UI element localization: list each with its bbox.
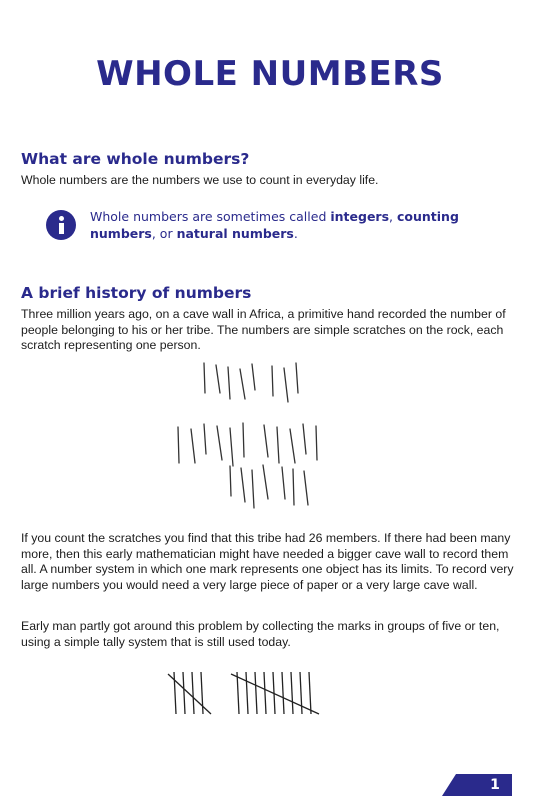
scratch-mark bbox=[217, 426, 222, 460]
page-number: 1 bbox=[490, 777, 500, 793]
tally-mark bbox=[282, 672, 284, 714]
scratch-mark bbox=[316, 426, 317, 460]
scratch-mark bbox=[178, 427, 179, 463]
history-paragraph-3: Early man partly got around this problem by collecting the marks in groups of five or ten, using a simple tally system that is still used today. bbox=[21, 619, 500, 649]
scratch-mark bbox=[241, 468, 245, 502]
tally-mark bbox=[183, 672, 185, 714]
section-heading-whole-numbers: What are whole numbers? bbox=[21, 150, 250, 168]
tally-mark bbox=[192, 672, 194, 714]
scratch-mark bbox=[263, 465, 268, 499]
tally-group bbox=[168, 672, 211, 714]
tally-mark bbox=[309, 672, 311, 714]
scratch-mark bbox=[277, 427, 279, 463]
info-icon bbox=[46, 210, 76, 240]
scratch-mark bbox=[204, 363, 205, 393]
tally-mark bbox=[246, 672, 248, 714]
section-text-whole-numbers: Whole numbers are the numbers we use to count in everyday life. bbox=[21, 173, 379, 187]
tally-mark bbox=[174, 672, 176, 714]
scratch-mark bbox=[228, 367, 230, 399]
tally-group bbox=[231, 672, 319, 714]
tally-mark bbox=[201, 672, 203, 714]
scratch-mark bbox=[284, 368, 288, 402]
tally-marks-illustration bbox=[160, 666, 360, 726]
term-integers: integers bbox=[330, 209, 390, 224]
cave-scratches-illustration bbox=[170, 360, 360, 520]
history-paragraph-1: Three million years ago, on a cave wall in Africa, a primitive hand recorded the number of people belonging to his or her tribe. The numbers are simple scratches on the rock, each scratch representing one person. bbox=[21, 307, 506, 353]
tally-mark bbox=[237, 672, 239, 714]
scratch-mark bbox=[293, 469, 294, 505]
tally-mark bbox=[291, 672, 293, 714]
scratch-mark bbox=[290, 429, 295, 463]
scratch-mark bbox=[296, 363, 298, 393]
term-counting-numbers: counting numbers bbox=[90, 209, 459, 241]
tally-mark bbox=[255, 672, 257, 714]
scratch-mark bbox=[252, 470, 254, 508]
page-title: WHOLE NUMBERS bbox=[96, 54, 444, 94]
scratch-mark bbox=[243, 423, 244, 457]
scratch-mark bbox=[252, 364, 255, 390]
scratch-mark bbox=[304, 471, 308, 505]
scratch-mark bbox=[272, 366, 273, 396]
info-callout-text: Whole numbers are sometimes called integers, counting numbers, or natural numbers. bbox=[90, 209, 459, 241]
scratch-mark bbox=[240, 369, 245, 399]
scratch-mark bbox=[264, 425, 268, 457]
scratch-mark bbox=[230, 428, 233, 466]
scratch-mark bbox=[216, 365, 220, 393]
scratch-mark bbox=[303, 424, 306, 454]
scratch-mark bbox=[230, 466, 231, 496]
tally-mark bbox=[300, 672, 302, 714]
scratch-mark bbox=[204, 424, 206, 454]
section-heading-history: A brief history of numbers bbox=[21, 284, 252, 302]
term-natural-numbers: natural numbers bbox=[176, 226, 294, 241]
tally-mark bbox=[264, 672, 266, 714]
history-paragraph-2: If you count the scratches you find that this tribe had 26 members. If there had been many more, then this early mathematician might have needed a bigger cave wall to record them all. A number system in which one mark represents one object has its limits. To record very large numbers you would need a very large piece of paper or a very large cave wall. bbox=[21, 531, 514, 592]
scratch-mark bbox=[282, 467, 285, 499]
page-number-tab bbox=[456, 774, 512, 796]
scratch-mark bbox=[191, 429, 195, 463]
